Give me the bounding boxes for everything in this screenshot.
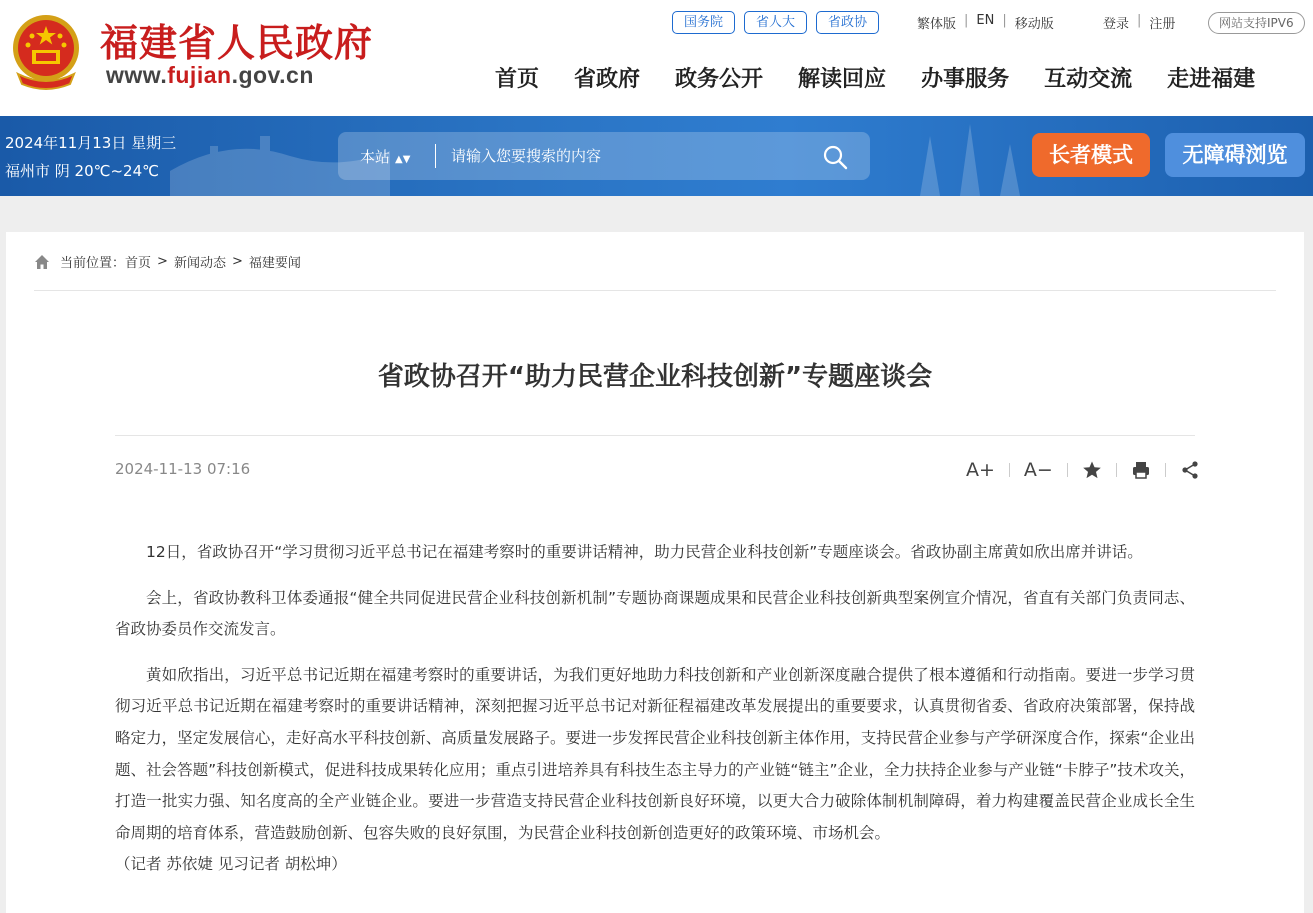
font-decrease-button[interactable]: A−: [1023, 459, 1053, 481]
tower-silhouette-icon: [900, 116, 1050, 196]
ipv6-badge: 网站支持IPV6: [1208, 12, 1305, 34]
site-url-highlight: fujian: [167, 62, 232, 88]
link-state-council[interactable]: 国务院: [672, 11, 735, 34]
share-icon[interactable]: [1180, 458, 1200, 482]
breadcrumb-news[interactable]: 新闻动态: [173, 256, 226, 271]
publish-date: 2024-11-13 07:16: [115, 460, 251, 478]
separator: |: [1137, 13, 1142, 28]
breadcrumb: [34, 252, 301, 271]
main-nav: [495, 62, 1255, 93]
search-divider: [435, 144, 436, 168]
site-header: [0, 0, 1313, 116]
article-title: 省政协召开“助力民营企业科技创新”专题座谈会: [377, 362, 933, 392]
site-url-suffix: .gov.cn: [231, 62, 314, 88]
article-paragraph: 会上，省政协教科卫体委通报“健全共同促进民营企业科技创新机制”专题协商课题成果和民营企业科技创新典型案例宣介情况，省直有关部门负责同志、省政协委员作交流发言。: [115, 588, 1195, 639]
font-increase-button[interactable]: A+: [966, 459, 995, 481]
article-paragraph: 黄如欣指出，习近平总书记近期在福建考察时的重要讲话，为我们更好地助力科技创新和产业创新深度融合提供了根本遵循和行动指南。要进一步学习贯彻习近平总书记近期在福建考察时的重要讲话精神，深刻把握习近平总书记对新征程福建改革发展提出的重要要求，认真贯彻省委、省政府决策部署，保持战略定力，坚定发展信心，走好高水平科技创新、高质量发展路子。要进一步发挥民营企业科技创新主体作用，支持民营企业参与产学研深度合作，探索“企业出题、社会答题”科技创新模式，促进科技成果转化应用；重点引进培养具有科技生态主导力的产业链“链主”企业，全力扶持企业参与产业链“卡脖子”技术攻关，打造一批实力强、知名度高的全产业链企业。要进一步营造支持民营企业科技创新良好环境，以更大合力破除体制机制障碍，着力构建覆盖民营企业成长全生命周期的培育体系，营造鼓励创新、包容失败的良好氛围，为民营企业科技创新创造更好的政策环境、市场机会。: [115, 665, 1195, 842]
article-container: [6, 232, 1304, 913]
article-tools: [966, 458, 1200, 482]
site-url-prefix: www.: [106, 62, 168, 88]
separator: |: [964, 13, 969, 28]
nav-services[interactable]: 办事服务: [921, 67, 1010, 92]
nav-about-fujian[interactable]: 走进福建: [1167, 67, 1256, 92]
updown-arrow-icon: ▲▼: [395, 154, 411, 165]
link-provincial-congress[interactable]: 省人大: [744, 11, 807, 34]
divider: [115, 435, 1195, 436]
print-icon[interactable]: [1131, 458, 1151, 482]
article-body: [115, 537, 1195, 895]
elder-mode-button[interactable]: 长者模式: [1032, 133, 1150, 177]
login-link[interactable]: 登录: [1103, 17, 1130, 32]
weather-info: 福州市 阴 20℃~24℃: [5, 162, 159, 180]
accessible-browse-button[interactable]: 无障碍浏览: [1165, 133, 1305, 177]
nav-provincial-government[interactable]: 省政府: [574, 67, 641, 92]
link-provincial-cppcc[interactable]: 省政协: [816, 11, 879, 34]
site-url[interactable]: [106, 62, 314, 89]
search-scope-label: 本站: [360, 148, 391, 166]
register-link[interactable]: 注册: [1149, 17, 1176, 32]
search-bar-banner: [0, 116, 1313, 196]
breadcrumb-home[interactable]: 首页: [125, 256, 152, 271]
tool-separator: [1009, 463, 1010, 477]
article-paragraph: 12日，省政协召开“学习贯彻习近平总书记在福建考察时的重要讲话精神，助力民营企业科技创新”专题座谈会。省政协副主席黄如欣出席并讲话。: [146, 543, 1143, 561]
home-icon: [34, 254, 50, 270]
tool-separator: [1116, 463, 1117, 477]
site-title[interactable]: 福建省人民政府: [100, 20, 374, 65]
breadcrumb-separator: >: [157, 254, 168, 269]
breadcrumb-fujian-news[interactable]: 福建要闻: [248, 256, 301, 271]
search-icon[interactable]: [822, 144, 848, 170]
language-links: [917, 13, 1054, 32]
nav-government-affairs[interactable]: 政务公开: [675, 67, 764, 92]
tool-separator: [1067, 463, 1068, 477]
national-emblem-icon[interactable]: [8, 12, 84, 92]
search-input[interactable]: [451, 141, 811, 171]
divider: [34, 290, 1276, 291]
nav-interaction[interactable]: 互动交流: [1044, 67, 1133, 92]
link-mobile[interactable]: 移动版: [1014, 17, 1054, 32]
breadcrumb-separator: >: [231, 254, 243, 269]
search-scope-select[interactable]: [360, 146, 410, 167]
star-icon[interactable]: [1082, 458, 1102, 482]
link-english[interactable]: EN: [976, 13, 995, 28]
search-box: [338, 132, 870, 180]
nav-interpretation[interactable]: 解读回应: [798, 67, 887, 92]
current-date: 2024年11月13日 星期三: [5, 134, 177, 152]
nav-home[interactable]: 首页: [495, 67, 540, 92]
user-links: [1103, 13, 1175, 32]
tool-separator: [1165, 463, 1166, 477]
separator: |: [1002, 13, 1007, 28]
link-traditional[interactable]: 繁体版: [917, 17, 957, 32]
breadcrumb-prefix: 当前位置：: [60, 256, 126, 271]
article-byline: （记者 苏依婕 见习记者 胡松坤）: [115, 855, 347, 874]
top-links: [672, 11, 879, 34]
